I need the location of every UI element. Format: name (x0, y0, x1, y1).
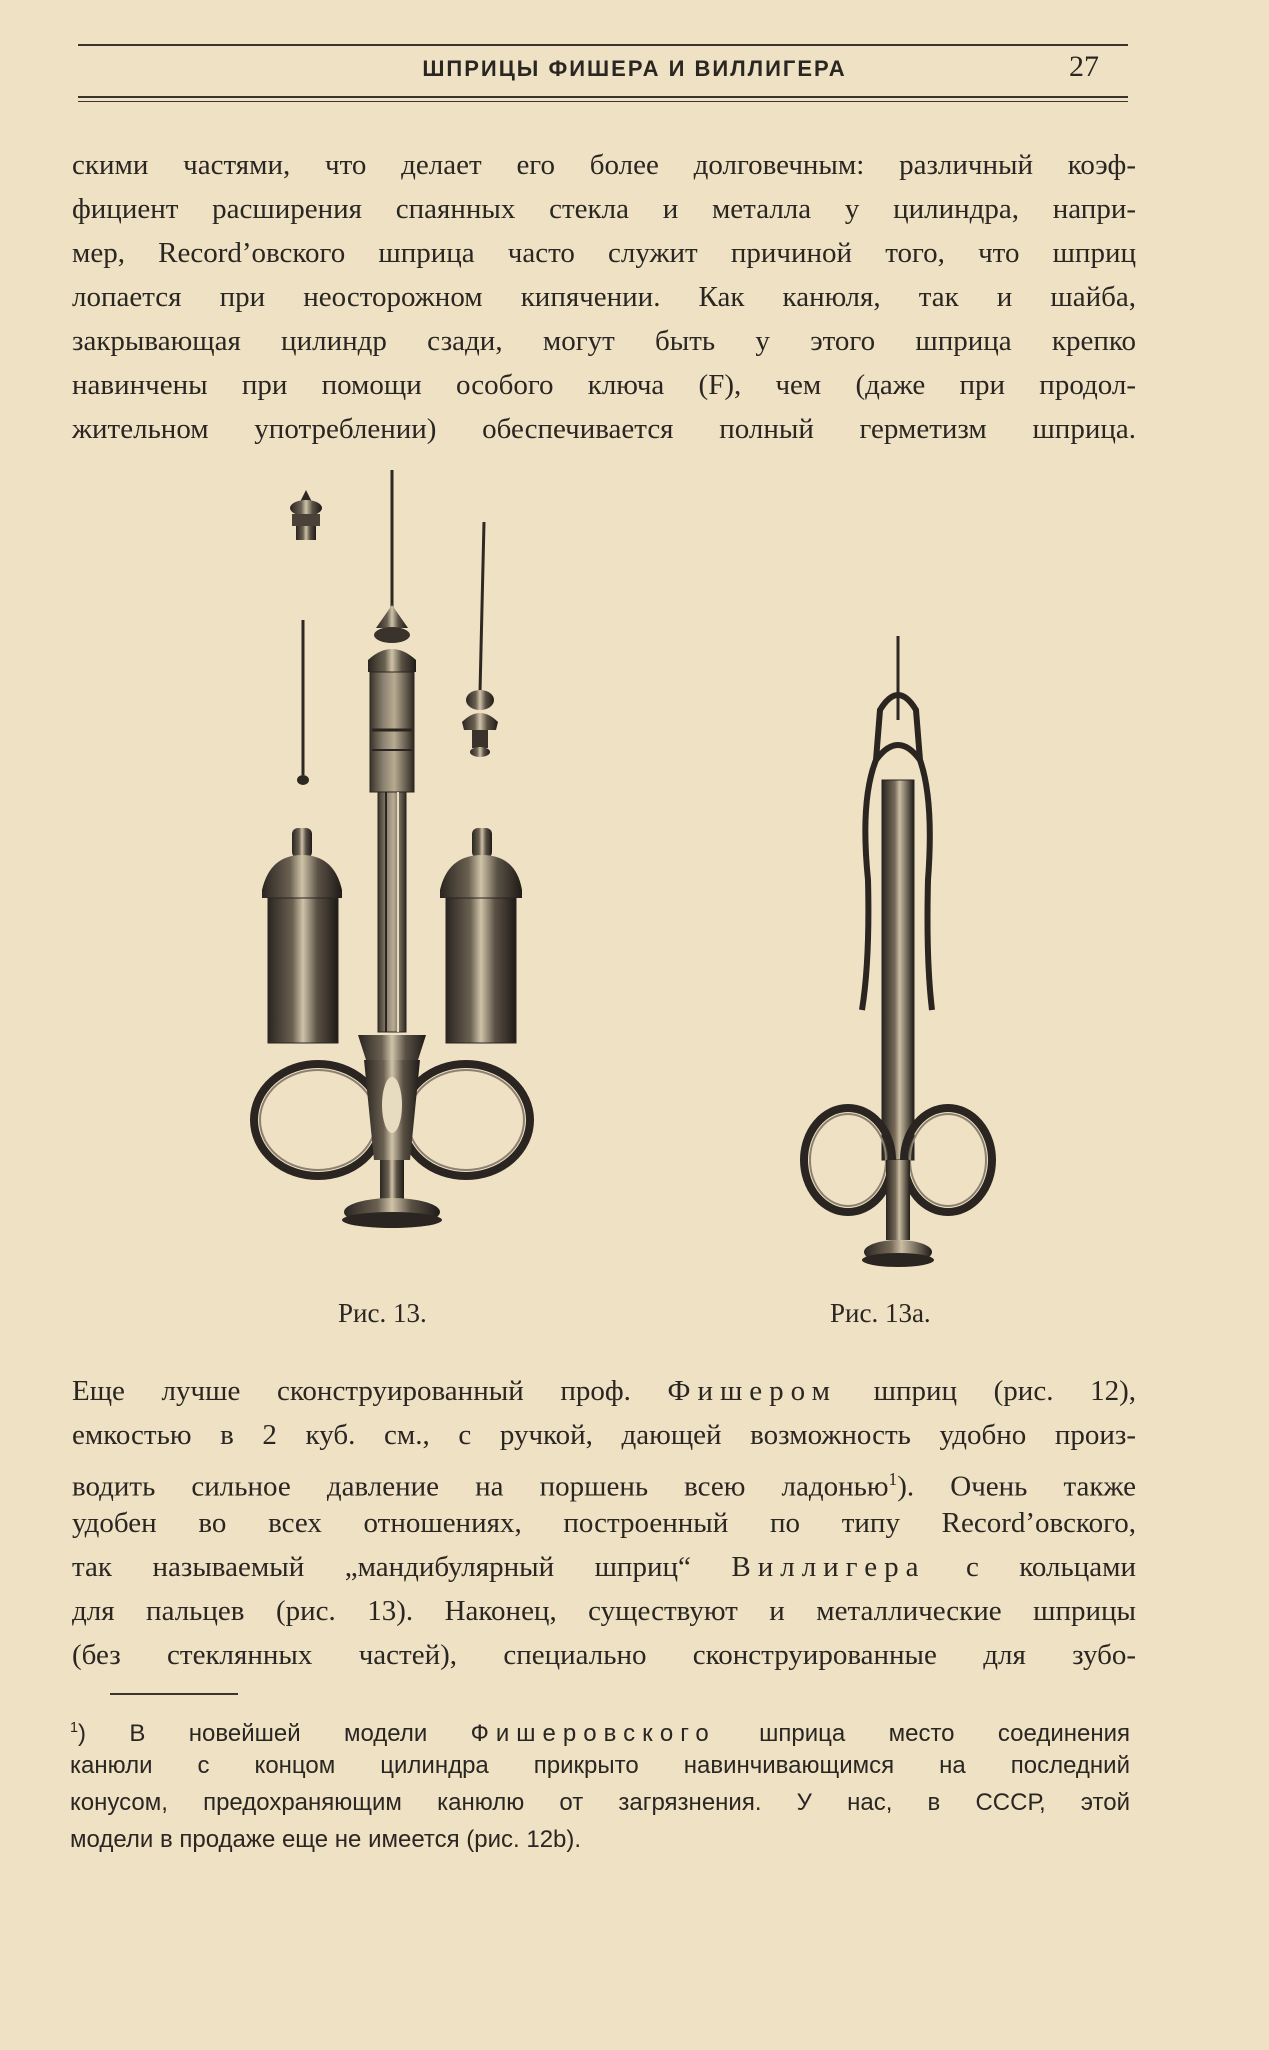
text-segment: Еще лучше сконструированный проф. (72, 1375, 668, 1407)
person-name-fischer-adj: Фишеровского (470, 1720, 716, 1747)
text-line: лопается при неосторожном кипячении. Как канюля, так и шайба, (72, 281, 1136, 313)
text-line: фициент расширения спаянных стекла и металла у цилиндра, напри- (72, 193, 1136, 225)
text-segment: ). Очень также (897, 1470, 1136, 1503)
text-line: емкостью в 2 куб. см., с ручкой, дающей возможность удобно произ- (72, 1419, 1136, 1451)
text-line (72, 1545, 1136, 1589)
text-line (72, 1369, 1136, 1413)
footnote-marker: 1 (70, 1720, 79, 1736)
running-title: ШПРИЦЫ ФИШЕРА И ВИЛЛИГЕРА (422, 56, 847, 81)
footnote (70, 1710, 1130, 1858)
header-rule-bottom (78, 96, 1128, 98)
footnote-reference: 1 (888, 1469, 898, 1489)
text-segment: ) В новейшей модели (78, 1720, 471, 1747)
text-line: (без стеклянных частей), специально сконструированные для зубо- (72, 1639, 1136, 1671)
figure-13a-syringe (780, 630, 1000, 1290)
text-line: закрывающая цилиндр сзади, могут быть у этого шприца крепко (72, 325, 1136, 357)
footnote-line: модели в продаже еще не имеется (рис. 12b). (70, 1826, 582, 1853)
footnote-line: канюли с концом цилиндра прикрыто навинчивающимся на последний (70, 1752, 1130, 1779)
footnote-separator (110, 1693, 238, 1695)
text-segment: шприц (рис. 12), (836, 1375, 1136, 1407)
text-segment: водить сильное давление на поршень всею ладонью (72, 1470, 889, 1503)
text-line: удобен во всех отношениях, построенный по типу Record’овского, (72, 1507, 1136, 1539)
footnote-line: конусом, предохраняющим канюлю от загрязнения. У нас, в СССР, этой (70, 1789, 1130, 1816)
text-line: жительном употреблении) обеспечивается полный герметизм шприца. (72, 413, 1136, 445)
footnote-line (70, 1710, 1130, 1747)
header-rule-bottom-thin (78, 101, 1128, 102)
text-segment: шприца место соединения (715, 1720, 1130, 1747)
person-name-fischer: Фишером (667, 1375, 837, 1407)
paragraph-2 (72, 1369, 1136, 1677)
text-line (72, 1457, 1136, 1501)
text-line: навинчены при помощи особого ключа (F), чем (даже при продол- (72, 369, 1136, 401)
text-line: скими частями, что делает его более долговечным: различный коэф- (72, 149, 1136, 181)
text-segment: с кольцами (925, 1551, 1136, 1583)
text-line: для пальцев (рис. 13). Наконец, существуют и металлические шприцы (72, 1595, 1136, 1627)
paragraph-1 (72, 143, 1136, 451)
person-name-williger: Виллигера (731, 1551, 926, 1583)
header-rule-top (78, 44, 1128, 46)
text-segment: так называемый „мандибулярный шприц“ (72, 1551, 732, 1583)
figure-13a-caption: Рис. 13а. (830, 1298, 931, 1328)
figure-13-syringe-set (240, 460, 560, 1260)
page-number: 27 (1069, 50, 1099, 83)
figure-13-caption: Рис. 13. (338, 1298, 427, 1328)
text-line: мер, Record’овского шприца часто служит причиной того, что шприц (72, 237, 1136, 269)
